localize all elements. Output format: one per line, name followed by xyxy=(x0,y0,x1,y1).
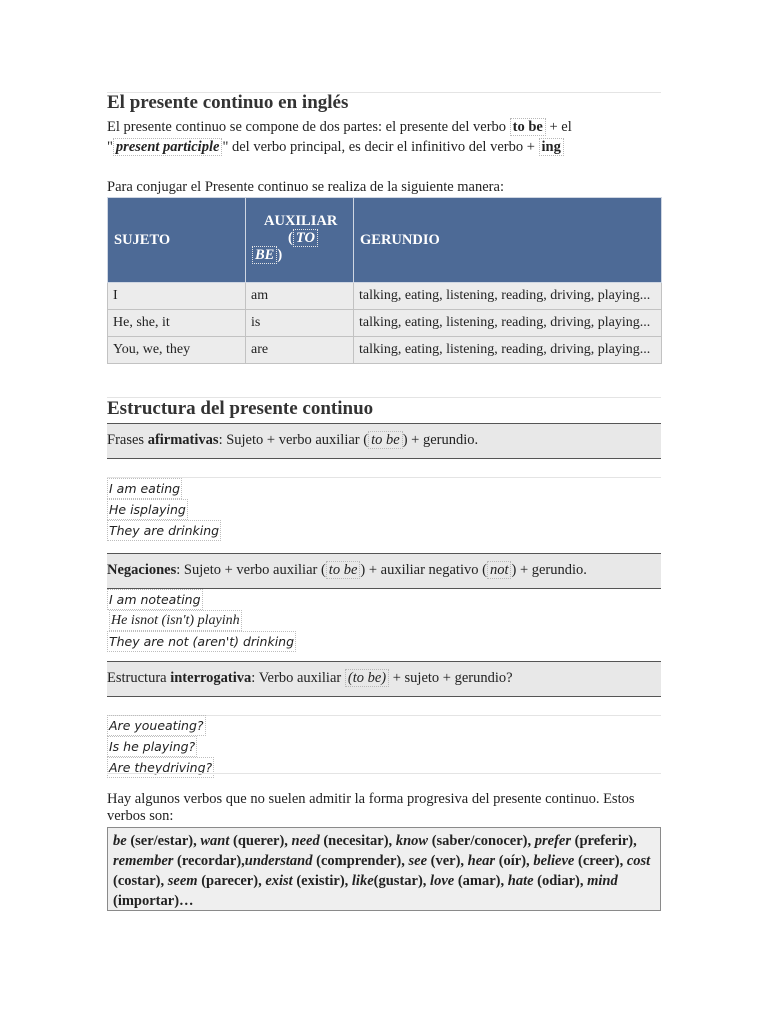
section-title-estructura: Estructura del presente continuo xyxy=(107,398,374,419)
verb-item xyxy=(430,873,508,889)
verb-english: cost xyxy=(626,853,651,869)
verb-english: prefer xyxy=(534,833,572,849)
verb-spanish: (preferir), xyxy=(571,833,637,849)
int-mid: : Verbo auxiliar xyxy=(251,670,345,686)
verb-item xyxy=(468,853,534,869)
example-line: Are theydriving? xyxy=(107,757,214,778)
table-row xyxy=(108,283,662,310)
verb-spanish: (parecer), xyxy=(197,873,266,889)
verb-spanish: (comprender), xyxy=(312,853,409,869)
verb-list xyxy=(113,833,650,909)
verb-spanish: (necesitar), xyxy=(319,833,396,849)
header-gerundio: GERUNDIO xyxy=(354,198,662,283)
verb-item xyxy=(396,833,535,849)
example-line: Are youeating? xyxy=(107,715,206,736)
verb-spanish: (ver), xyxy=(427,853,468,869)
intro-text-3: " del verbo principal, es decir el infinitivo del verbo + xyxy=(222,139,539,155)
intro-text-2: + el xyxy=(545,119,572,135)
header-sujeto: SUJETO xyxy=(108,198,246,283)
page-title: El presente continuo en inglés xyxy=(107,92,349,113)
int-post: + sujeto + gerundio? xyxy=(389,670,513,686)
cell-gerundio: talking, eating, listening, reading, driving, playing... xyxy=(354,283,662,310)
aux-to-label: TO xyxy=(293,229,318,247)
aux-paren-close: ) xyxy=(277,246,283,263)
verb-english: remember xyxy=(113,853,174,869)
afirm-pre: Frases xyxy=(107,432,148,448)
verb-english: love xyxy=(430,873,455,889)
verb-spanish: (costar), xyxy=(113,873,168,889)
negaciones-rule xyxy=(107,553,661,589)
verb-item xyxy=(533,853,627,869)
neg-post: ) + gerundio. xyxy=(511,562,587,578)
verb-spanish: (saber/conocer), xyxy=(428,833,535,849)
aux-be-label: BE xyxy=(252,246,277,264)
verb-english: exist xyxy=(265,873,293,889)
verb-spanish: (ser/estar), xyxy=(126,833,201,849)
verb-english: understand xyxy=(244,853,313,869)
verb-english: want xyxy=(200,833,230,849)
to-be-term: to be xyxy=(510,118,546,136)
int-italic: (to be) xyxy=(345,669,389,687)
ing-term: ing xyxy=(539,138,564,156)
verb-english: like xyxy=(351,873,374,889)
verb-item xyxy=(113,833,200,849)
cell-auxiliar: am xyxy=(246,283,354,310)
example-line: He isnot (isn't) playinh xyxy=(109,610,242,631)
afirm-italic: to be xyxy=(368,431,403,449)
examples-divider xyxy=(107,773,661,774)
verb-english: hear xyxy=(467,853,496,869)
verb-english: need xyxy=(291,833,320,849)
conjugation-intro: Para conjugar el Presente continuo se realiza de la siguiente manera: xyxy=(107,179,504,195)
verb-item xyxy=(200,833,291,849)
verb-spanish: (creer), xyxy=(574,853,627,869)
neg-bold: Negaciones xyxy=(107,562,177,578)
interrogativa-rule xyxy=(107,661,661,697)
afirmativas-rule xyxy=(107,423,661,459)
verb-item xyxy=(408,853,467,869)
verb-item xyxy=(292,833,396,849)
verb-english: hate xyxy=(507,873,534,889)
table-row xyxy=(108,337,662,364)
int-bold: interrogativa xyxy=(170,670,252,686)
verb-item xyxy=(508,873,587,889)
verb-spanish: (amar), xyxy=(454,873,508,889)
quote-mark: " xyxy=(107,139,113,155)
header-auxiliar xyxy=(246,198,354,283)
verb-english: be xyxy=(113,833,127,849)
cell-sujeto: I xyxy=(108,283,246,310)
verb-spanish: (gustar), xyxy=(373,873,431,889)
verb-item xyxy=(265,873,352,889)
present-participle-term: present participle xyxy=(113,138,223,156)
verb-item xyxy=(168,873,266,889)
example-line: He isplaying xyxy=(107,499,188,520)
cell-auxiliar: is xyxy=(246,310,354,337)
cell-sujeto: He, she, it xyxy=(108,310,246,337)
non-progressive-verbs-box xyxy=(107,827,661,911)
verb-english: know xyxy=(395,833,429,849)
verb-spanish: (existir), xyxy=(292,873,352,889)
verb-item xyxy=(113,853,245,869)
verb-spanish: (querer), xyxy=(229,833,292,849)
table-header-row xyxy=(108,198,662,283)
conjugation-table xyxy=(107,197,662,364)
table-row xyxy=(108,310,662,337)
non-progressive-intro: Hay algunos verbos que no suelen admitir la forma progresiva del presente continuo. Estos verbos son: xyxy=(107,791,635,824)
verb-spanish: (recordar), xyxy=(173,853,245,869)
neg-mid: : Sujeto + verbo auxiliar ( xyxy=(176,562,326,578)
cell-sujeto: You, we, they xyxy=(108,337,246,364)
affirmative-examples xyxy=(107,478,221,541)
aux-paren-open: ( xyxy=(288,229,293,246)
interrogative-examples xyxy=(107,715,214,778)
verb-english: seem xyxy=(167,873,198,889)
intro-paragraph xyxy=(107,117,667,157)
neg-italic-1: to be xyxy=(326,561,361,579)
verb-item xyxy=(535,833,637,849)
verb-english: see xyxy=(408,853,427,869)
example-line: They are not (aren't) drinking xyxy=(107,631,296,652)
int-pre: Estructura xyxy=(107,670,171,686)
verb-english: mind xyxy=(587,873,618,889)
example-line: Is he playing? xyxy=(107,736,197,757)
afirm-mid: : Sujeto + verbo auxiliar ( xyxy=(218,432,369,448)
verb-spanish: (importar)… xyxy=(113,893,194,909)
cell-gerundio: talking, eating, listening, reading, driving, playing... xyxy=(354,337,662,364)
cell-gerundio: talking, eating, listening, reading, driving, playing... xyxy=(354,310,662,337)
example-line: I am noteating xyxy=(107,589,203,610)
example-line: They are drinking xyxy=(107,520,221,541)
neg-mid-2: ) + auxiliar negativo ( xyxy=(360,562,487,578)
verb-spanish: (odiar), xyxy=(533,873,588,889)
afirm-bold: afirmativas xyxy=(147,432,219,448)
verb-english: believe xyxy=(533,853,575,869)
example-line: I am eating xyxy=(107,478,182,499)
intro-text: El presente continuo se compone de dos partes: el presente del verbo xyxy=(107,119,510,135)
verb-item xyxy=(245,853,409,869)
negative-examples xyxy=(107,589,296,652)
header-auxiliar-label: AUXILIAR xyxy=(264,212,338,229)
afirm-post: ) + gerundio. xyxy=(402,432,479,448)
verb-spanish: (oír), xyxy=(495,853,534,869)
cell-auxiliar: are xyxy=(246,337,354,364)
verb-item xyxy=(352,873,430,889)
neg-italic-2: not xyxy=(487,561,512,579)
